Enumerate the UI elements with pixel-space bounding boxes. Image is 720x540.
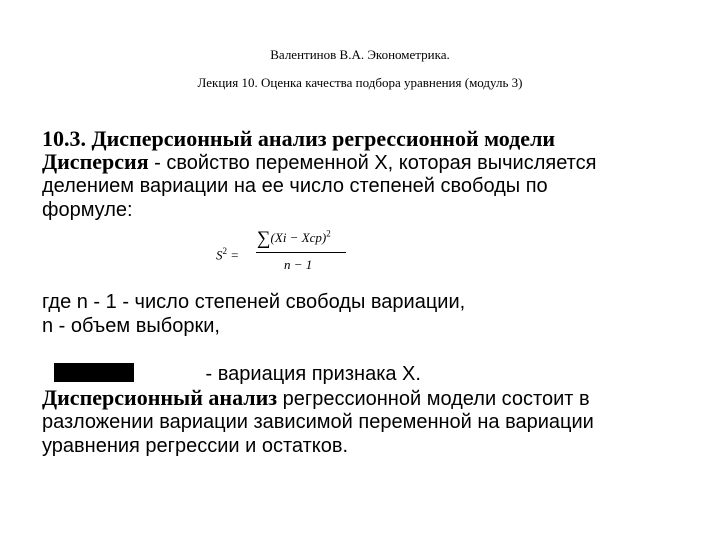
paragraph-dispersion-definition [42,150,596,222]
term-dispersion: Дисперсия [42,149,149,174]
paragraph-line: уравнения регрессии и остатков. [42,435,349,457]
paragraph-degrees-of-freedom [42,290,465,338]
formula-equals: = [227,247,240,263]
paragraph-variance-analysis [42,362,594,458]
redacted-formula-block [54,363,134,382]
fraction-bar [256,252,346,253]
paragraph-line: делением вариации на ее число степеней свободы по [42,175,548,197]
variation-text: - вариация признака X. [200,363,421,385]
paragraph-line [42,362,594,386]
paragraph-line: n - объем выборки, [42,315,220,337]
paragraph-line: разложении вариации зависимой переменной на вариации [42,411,594,433]
term-variance-analysis: Дисперсионный анализ [42,385,278,410]
analysis-text: регрессионной модели состоит в [277,388,590,410]
header-lecture-title: Лекция 10. Оценка качества подбора уравнения (модуль 3) [197,75,523,90]
paragraph-line [42,386,594,410]
paragraph-line: где n - 1 - число степеней свободы вариации, [42,291,466,313]
sum-symbol: ∑ [257,228,271,249]
formula-denominator: n − 1 [284,257,313,272]
formula-numerator-expr: (Xi − Xcp) [270,230,327,245]
section-heading: 10.3. Дисперсионный анализ регрессионной модели [42,126,556,151]
header-author-title: Валентинов В.А. Эконометрика. [270,47,450,62]
paragraph-line [42,150,596,174]
variance-formula [212,226,347,276]
paragraph-line: формуле: [42,199,133,221]
formula-lhs-exponent: 2 [222,246,227,256]
formula-lhs [216,246,239,263]
formula-symbol-s: S [216,247,223,263]
formula-numerator-exponent: 2 [326,228,331,239]
formula-numerator [257,228,331,250]
definition-text: - свойство переменной X, которая вычисляется [148,152,597,174]
